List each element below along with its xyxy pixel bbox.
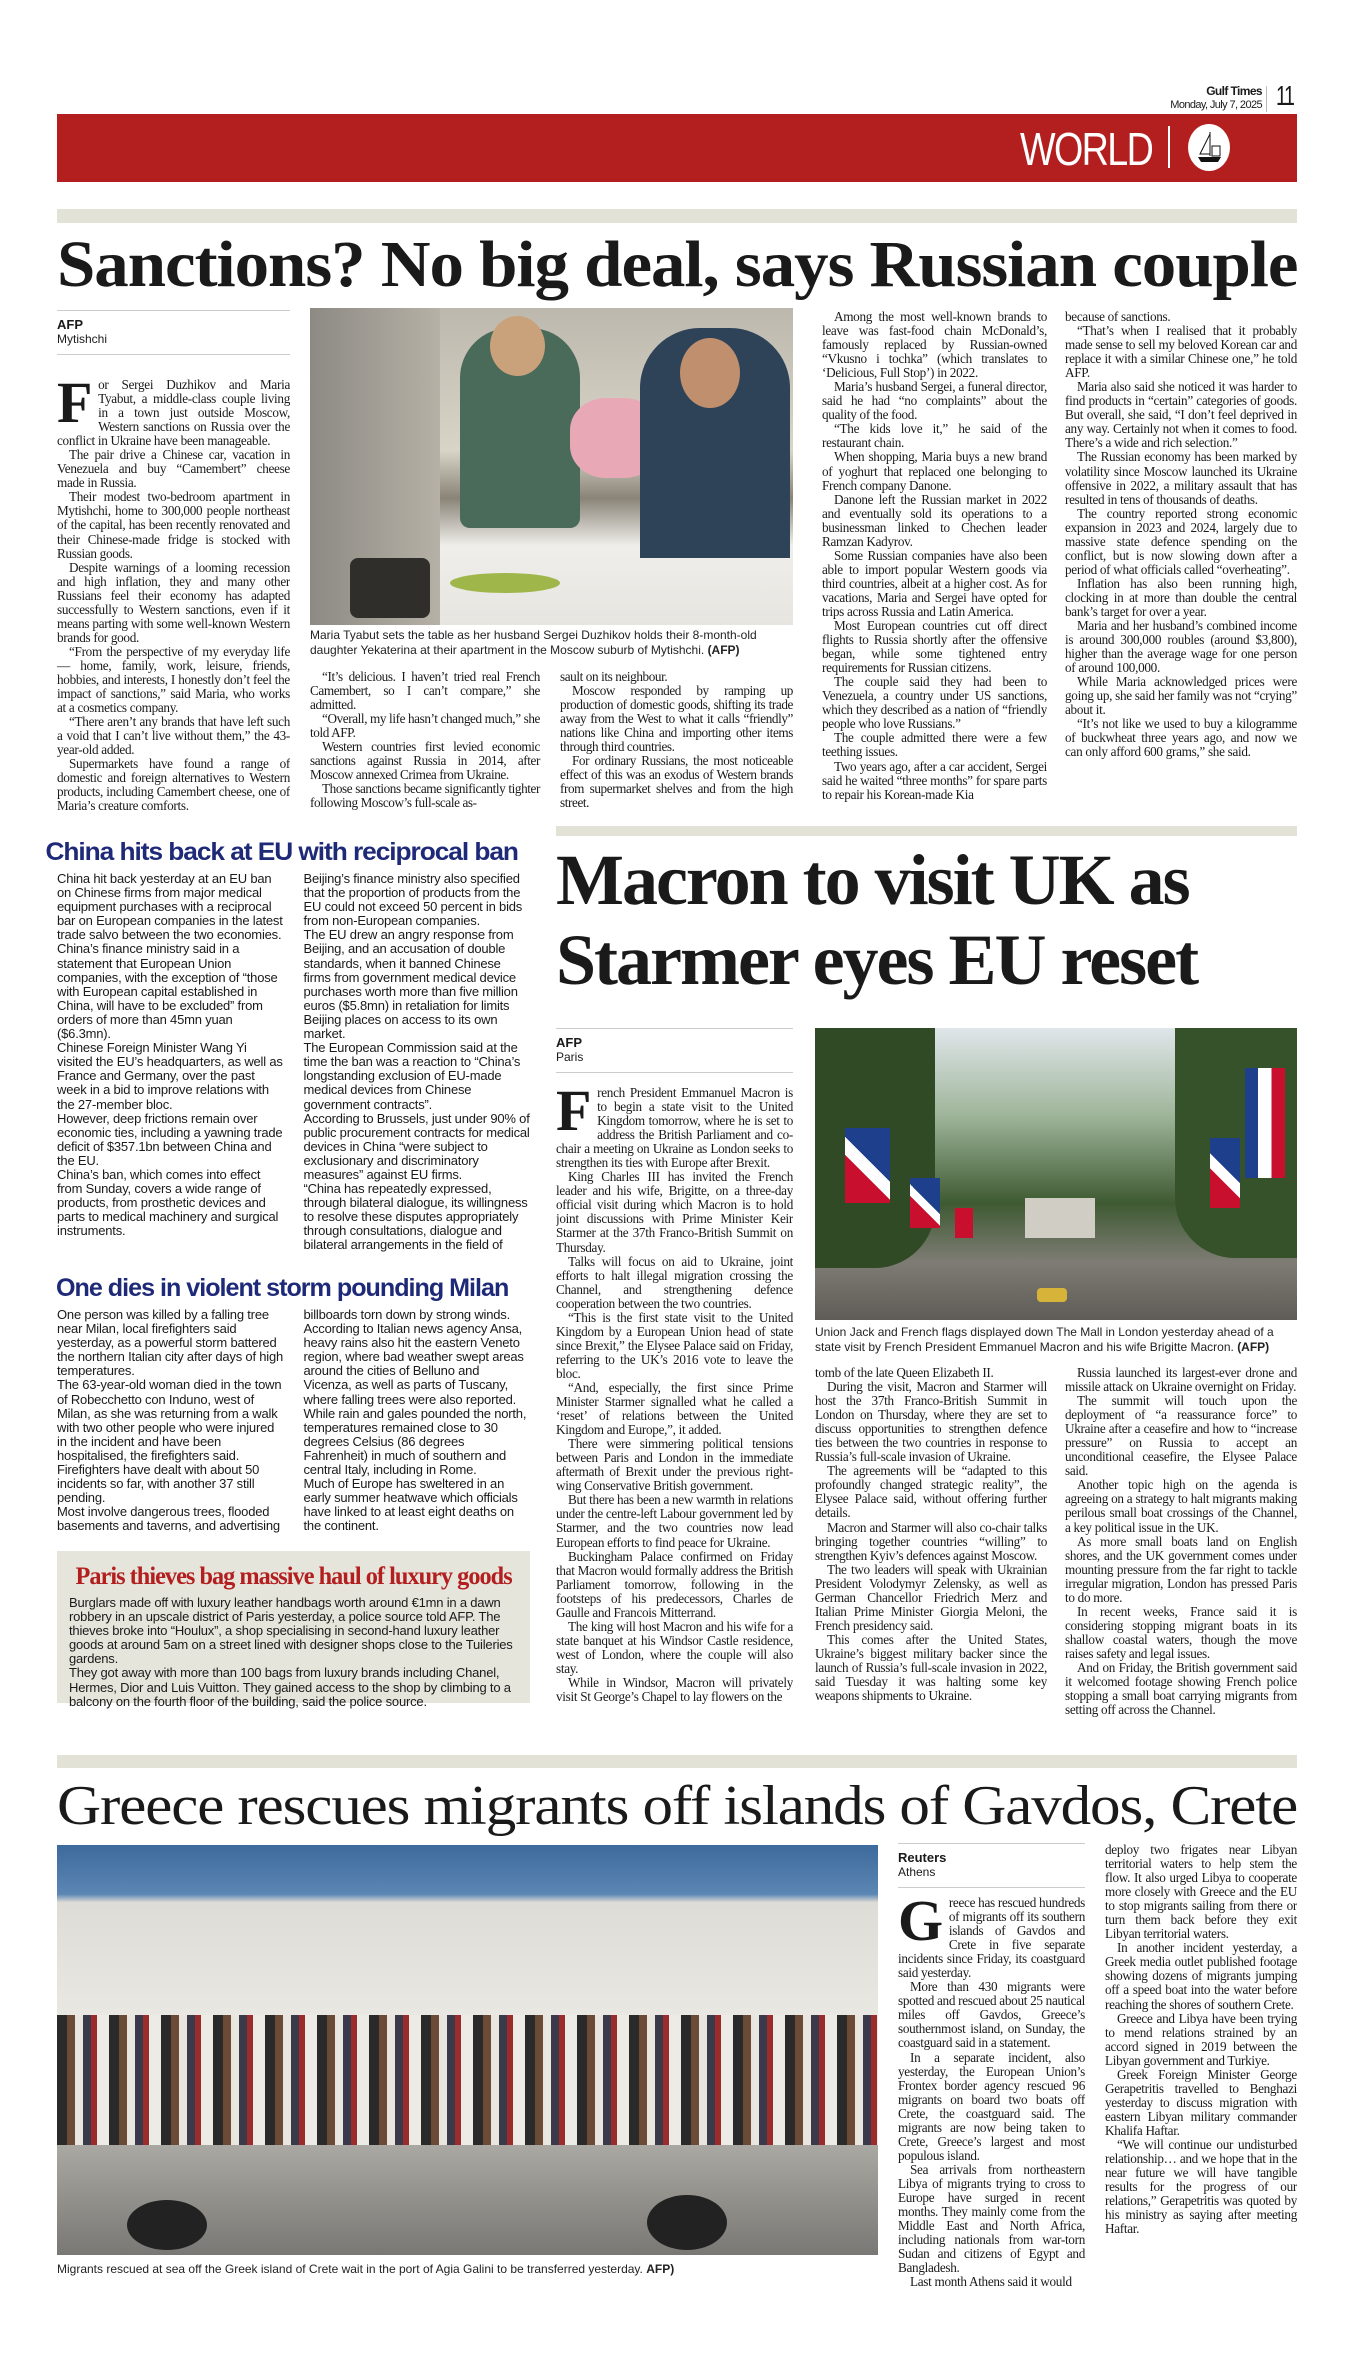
paragraph: Talks will focus on aid to Ukraine, joint efforts to halt illegal migration crossing the Channel, and strengthening defence cooperation between the two countries.	[556, 1253, 793, 1311]
photo-caption	[815, 1325, 1297, 1355]
brief-headline: One dies in violent storm pounding Milan	[55, 1274, 509, 1302]
article-column	[898, 1896, 1085, 2288]
paragraph: deploy two frigates near Libyan territorial waters to help stem the flow. It also urged Libya to cooperate more closely with Greece and the EU to stop migrants sailing from there or turn them back before they exit Libyan territorial waters.	[1105, 1843, 1297, 1942]
paragraph: “It’s delicious. I haven’t tried real French Camembert, so I can’t compare,” she admitted.	[310, 669, 540, 713]
paragraph: Greek Foreign Minister George Gerapetritis travelled to Benghazi yesterday to discuss migration with eastern Libyan military commander Khalifa Haftar.	[1105, 2066, 1297, 2138]
caption-text: Union Jack and French flags displayed down The Mall in London yesterday ahead of a state visit by French President Emmanuel Macron and his wife Brigitte Macron.	[815, 1325, 1274, 1354]
paragraph: But there has been a new warmth in relations under the centre-left Labour government led by Starmer, and the two countries now lead European efforts to find peace for Ukraine.	[556, 1492, 793, 1550]
paragraph: Those sanctions became significantly tighter following Moscow’s full-scale as-	[310, 781, 540, 811]
paragraph: Sea arrivals from northeastern Libya of migrants trying to cross to Europe have surged in recent months. They mainly come from the Middle East and North Africa, including nationals from war-torn Sudan and citizens of Egypt and Bangladesh.	[898, 2161, 1085, 2276]
brief-text	[57, 1308, 530, 1534]
photo-caption	[57, 2262, 878, 2277]
caption-text: Maria Tyabut sets the table as her husband Sergei Duzhikov holds their 8-month-old daughter Yekaterina at their apartment in the Moscow suburb of Mytishchi.	[310, 628, 757, 657]
paragraph: While in Windsor, Macron will privately visit St George’s Chapel to lay flowers on the	[556, 1674, 793, 1705]
paragraph: “And, especially, the first since Prime Minister Starmer signalled what he called a ‘reset’ of relations between the United Kingdom and Europe,”, it added.	[556, 1379, 793, 1438]
section-divider	[1168, 126, 1170, 168]
paragraph: In a separate incident, also yesterday, the European Union’s Frontex border agency rescued 96 migrants on board two boats off Crete, the coastguard said. The migrants are now being taken to Crete, Greece’s largest and most populous island.	[898, 2049, 1085, 2163]
article-column	[57, 378, 290, 836]
paragraph: In another incident yesterday, a Greek media outlet published footage showing dozens of migrants jumping off a speed boat into the water before reaching the shores of southern Crete.	[1105, 1940, 1297, 2012]
paragraph: The king will host Macron and his wife for a state banquet at his Windsor Castle residence, west of London, where the couple will also stay.	[556, 1618, 793, 1676]
paragraph: “It’s not like we used to buy a kilogramme of buckwheat three years ago, and now we can only afford 600 grams,” she said.	[1065, 716, 1297, 760]
paragraph: Most involve dangerous trees, flooded basements and taverns, and advertising billboards torn down by strong winds.	[57, 1308, 510, 1534]
paragraph: During the visit, Macron and Starmer will host the 37th Franco-British Summit in London on Thursday, where they are set to discuss opportunities to strengthen defence ties between the two countries in response to Russia’s full-scale invasion of Ukraine.	[815, 1379, 1047, 1465]
byline-dateline: Paris	[556, 1050, 584, 1064]
paragraph: Another topic high on the agenda is agreeing on a strategy to halt migrants making perilous small boat crossings of the Channel, a key political issue in the UK.	[1065, 1477, 1297, 1535]
paragraph: The pair drive a Chinese car, vacation in Venezuela and buy “Camembert” cheese made in Russia.	[57, 447, 290, 491]
paragraph: tomb of the late Queen Elizabeth II.	[815, 1366, 994, 1380]
byline-dateline: Mytishchi	[57, 332, 108, 346]
paragraph: Despite warnings of a looming recession and high inflation, they and many other Russians feel their economy has adapted successfully to Western sanctions, even if it means parting with some well-known Western brands for good.	[57, 559, 290, 645]
paragraph: China’s ban, which comes into effect from Sunday, covers a wide range of products, from prosthetic devices and parts to medical machinery and surgical instruments.	[57, 1166, 279, 1239]
paragraph: “There aren’t any brands that have left such a void that I can’t live without them,” the 43-year-old added.	[57, 714, 290, 758]
divider-strip	[57, 209, 1297, 223]
paragraph: Beijing’s finance ministry also specified that the proportion of products from the EU could not exceed 50 percent in bids from non-European companies.	[303, 872, 523, 929]
paragraph: Greece and Libya have been trying to mend relations strained by an accord signed in 2019 between the Libyan government and Turkiye.	[1105, 2010, 1297, 2068]
brief-text	[69, 1596, 519, 1709]
paragraph: According to Brussels, just under 90% of public procurement contracts for medical devices in China “were subject to exclusionary and discriminatory measures” against EU firms.	[303, 1110, 530, 1182]
paragraph: Much of Europe has sweltered in an early summer heatwave which officials have linked to at least eight deaths on the continent.	[303, 1476, 518, 1534]
paragraph: Moscow responded by ramping up production of domestic goods, shifting its trade away from the West to what it calls “friendly” nations like China and importing other items through third countries.	[560, 683, 793, 755]
article-photo	[57, 1845, 878, 2255]
paragraph: While Maria acknowledged prices were going up, she said her family was not “crying” about it.	[1065, 674, 1297, 718]
paragraph: Maria’s husband Sergei, a funeral director, said he had “no complaints” about the quality of the food.	[822, 379, 1047, 423]
paragraph: Chinese Foreign Minister Wang Yi visited the EU’s headquarters, as well as France and Germany, over the past week in a bid to improve relations with the 27-member bloc.	[57, 1040, 283, 1112]
paragraph: More than 430 migrants were spotted and rescued about 25 nautical miles off Gavdos, Greece’s southernmost island, on Sunday, the coastguard said in a statement.	[898, 1979, 1085, 2051]
paragraph: China hit back yesterday at an EU ban on Chinese firms from major medical equipment purchases with a reciprocal bar on European companies in the latest trade salvo between the two economies.	[57, 872, 283, 943]
paragraph: Supermarkets have found a range of domestic and foreign alternatives to Western products, including Camembert cheese, one of Maria’s creature comforts.	[57, 756, 290, 814]
paragraph: Two years ago, after a car accident, Sergei said he waited “three months” for spare parts to repair his Korean-made Kia	[822, 758, 1047, 802]
paragraph: King Charles III has invited the French leader and his wife, Brigitte, on a three-day official visit during which Macron is to hold joint discussions with Prime Minister Keir Starmer at the 37th Franco-British Summit on Thursday.	[556, 1169, 793, 1255]
paragraph: This comes after the United States, Ukraine’s biggest military backer since the launch of Russia’s full-scale invasion in 2022, said Tuesday it was halting some key weapons shipments to Ukraine.	[815, 1631, 1047, 1704]
paragraph: Firefighters have dealt with about 50 incidents so far, with another 37 still pending.	[57, 1462, 260, 1506]
paragraph: Last month Athens said it would	[910, 2274, 1072, 2288]
paragraph: Greece has rescued hundreds of migrants off its southern islands of Gavdos and Crete in five separate incidents since Friday, its coastguard said yesterday.	[898, 1896, 1085, 1981]
page-number: 11	[1276, 80, 1294, 111]
byline-dateline: Athens	[898, 1865, 936, 1879]
article-headline: Macron to visit UK as Starmer eyes EU reset	[556, 840, 1198, 1000]
paragraph: And on Friday, the British government said it welcomed footage showing French police stopping a small boat carrying migrants from setting off across the Channel.	[1065, 1659, 1297, 1718]
paragraph: For Sergei Duzhikov and Maria Tyabut, a middle-class couple living in a town just outside Moscow, Western sanctions on Russia over the conflict in Ukraine have been manageable.	[57, 378, 290, 449]
article-column	[1065, 310, 1297, 835]
byline	[898, 1843, 1085, 1888]
article-column	[815, 1366, 1047, 1736]
caption-credit: (AFP)	[1237, 1340, 1270, 1354]
paragraph: Danone left the Russian market in 2022 and eventually sold its operations to a businessman linked to Chechen leader Ramzan Kadyrov.	[822, 491, 1047, 549]
issue-date: Monday, July 7, 2025	[1170, 99, 1262, 111]
brief-headline: China hits back at EU with reciprocal ban	[45, 838, 518, 866]
article-column	[556, 1086, 793, 1750]
paragraph: Maria also said she noticed it was harder to find products in “certain” categories of goods. But overall, she said, “I don’t feel deprived in any way. Certainly not when it comes to food. There’s a wide and rich selection.”	[1065, 379, 1297, 451]
paragraph: Some Russian companies have also been able to import popular Western goods via third countries, albeit at a higher cost. As for vacations, Maria and Sergei have opted for trips across Russia and Latin America.	[822, 547, 1047, 619]
section-title: WORLD	[1020, 123, 1153, 175]
paragraph: While rain and gales pounded the north, temperatures remained close to 30 degrees Celsius (86 degrees Fahrenheit) in much of southern and central Italy, including in Rome.	[303, 1405, 527, 1478]
paragraph: French President Emmanuel Macron is to begin a state visit to the United Kingdom tomorrow, where he is set to address the British Parliament and co-chair a meeting on Ukraine as London seeks to strengthen its ties with Europe after Brexit.	[556, 1086, 793, 1171]
paragraph: Macron and Starmer will also co-chair talks bringing together countries “willing” to strengthen Kyiv’s defences against Moscow.	[815, 1519, 1047, 1563]
divider-strip	[57, 1755, 1297, 1768]
paragraph: Inflation has also been running high, clocking in at more than double the central bank’s target for over a year.	[1065, 575, 1297, 619]
article-column	[822, 310, 1047, 835]
byline-agency: Reuters	[898, 1850, 947, 1865]
byline	[556, 1028, 793, 1073]
paragraph: “That’s when I realised that it probably made sense to sell my beloved Korean car and replace it with a similar Chinese one,” he told AFP.	[1065, 323, 1297, 381]
paragraph: The EU drew an angry response from Beijing, and an accusation of double standards, when it banned Chinese firms from government medical device purchases worth more than five million euros ($5.8mn) in retaliation for limits Beijing places on access to its own market.	[303, 927, 518, 1042]
paragraph: The agreements will be “adapted to this profoundly changed strategic reality”, the Elysee Palace said, without offering further details.	[815, 1463, 1047, 1521]
brief-headline: Paris thieves bag massive haul of luxury goods	[75, 1563, 512, 1590]
paragraph: Among the most well-known brands to leave was fast-food chain McDonald’s, famously replaced by Russian-owned “Vkusno i tochka” (which translates to ‘Delicious, Full Stop’) in 2022.	[822, 310, 1047, 381]
paragraph: “From the perspective of my everyday life — home, family, work, leisure, friends, hobbies, and interests, I honestly don’t feel the impact of sanctions,” said Maria, who works at a cosmetics company.	[57, 643, 290, 716]
article-column	[560, 670, 793, 820]
caption-text: Migrants rescued at sea off the Greek island of Crete wait in the port of Agia Galini to be transferred yesterday.	[57, 2262, 643, 2276]
paragraph: The couple admitted there were a few teething issues.	[822, 730, 1047, 760]
article-photo	[310, 308, 793, 625]
paragraph: When shopping, Maria buys a new brand of yoghurt that replaced one belonging to French company Danone.	[822, 449, 1047, 493]
paragraph: The couple said they had been to Venezuela, a country under US sanctions, which they described as a nation of “friendly people who love Russians.”	[822, 674, 1047, 732]
dhow-boat-logo-icon	[1188, 124, 1230, 171]
article-headline: Greece rescues migrants off islands of Gavdos, Crete	[57, 1775, 1298, 1837]
paragraph: The 63-year-old woman died in the town of Robecchetto con Induno, west of Milan, as she was returning from a walk with two other people who were injured in the incident and have been hospitalised, the firefighters said.	[57, 1377, 282, 1463]
paragraph: Most European countries cut off direct flights to Russia shortly after the offensive began, while some tightened entry requirements for Russian citizens.	[822, 618, 1047, 676]
paragraph: “The kids love it,” he said of the restaurant chain.	[822, 421, 1047, 451]
paragraph: One person was killed by a falling tree near Milan, local firefighters said yesterday, as a powerful storm battered the northern Italian city after days of high temperatures.	[57, 1308, 284, 1379]
brief-text	[57, 872, 530, 1262]
byline	[57, 310, 290, 355]
paragraph: Western countries first levied economic sanctions against Russia in 2014, after Moscow annexed Crimea from Ukraine.	[310, 739, 540, 783]
byline-agency: AFP	[57, 317, 83, 332]
paragraph: “This is the first state visit to the United Kingdom by a European Union head of state since Brexit,” the Elysee Palace said on Friday, referring to the UK’s 2016 vote to leave the bloc.	[556, 1309, 793, 1381]
paragraph: The country reported strong economic expansion in 2023 and 2024, largely due to massive state defence spending on the conflict, but is now slowing down after a period of what officials called “overheating”.	[1065, 505, 1297, 577]
paragraph: As more small boats land on English shores, and the UK government comes under mounting pressure from the far right to tackle irregular migration, London has pressed Paris to do more.	[1065, 1533, 1297, 1605]
paragraph: However, deep frictions remain over economic ties, including a yawning trade deficit of $357.1bn between China and the EU.	[57, 1110, 283, 1168]
byline-agency: AFP	[556, 1035, 582, 1050]
paragraph: In recent weeks, France said it is considering stopping migrant boats in its shallow coastal waters, though the move raises safety and legal issues.	[1065, 1603, 1297, 1661]
article-column	[1105, 1843, 1297, 2288]
paragraph: Russia launched its largest-ever drone and missile attack on Ukraine overnight on Friday.	[1065, 1366, 1297, 1395]
caption-credit: (AFP)	[707, 643, 740, 657]
paragraph: Their modest two-bedroom apartment in Mytishchi, home to 300,000 people northeast of the capital, has been recently renovated and their Chinese-made fridge is stocked with Russian goods.	[57, 489, 290, 561]
paragraph: Buckingham Palace confirmed on Friday that Macron would formally address the British Parliament tomorrow, following in the footsteps of his predecessors, Charles de Gaulle and Francois Mitterrand.	[556, 1548, 793, 1620]
paragraph: The two leaders will speak with Ukrainian President Volodymyr Zelensky, as well as German Chancellor Friedrich Merz and Italian Prime Minister Giorgia Meloni, the French presidency said.	[815, 1561, 1047, 1633]
brief-box	[57, 1551, 530, 1709]
paragraph: because of sanctions.	[1065, 310, 1171, 324]
article-photo	[815, 1028, 1297, 1320]
newspaper-name: Gulf Times	[1206, 84, 1262, 98]
paragraph: China’s finance ministry said in a statement that European Union companies, with the exception of “those with European capital established in China, will have to be excluded” from orders of more than 45mn yuan ($6.3mn).	[57, 941, 278, 1042]
paragraph: Burglars made off with luxury leather handbags worth around €1mn in a dawn robbery in an upscale district of Paris yesterday, a police source told AFP. The thieves broke into “Houlux”, a shop specialising in second-hand luxury leather goods at around 5am on a street lined with designer shops close to the Tuileries gardens.	[69, 1595, 513, 1667]
paragraph: “We will continue our undisturbed relationship… and we hope that in the near future we will have tangible results for the progress of our relations,” Gerapetritis was quoted by his ministry as saying after meeting Haftar.	[1105, 2136, 1297, 2237]
paragraph: For ordinary Russians, the most noticeable effect of this was an exodus of Western brands from supermarket shelves and from the high street.	[560, 753, 793, 811]
paragraph: The European Commission said at the time the ban was a reaction to “China’s longstanding exclusion of EU-made medical devices from Chinese government contracts”.	[303, 1040, 521, 1112]
article-column	[310, 670, 540, 820]
paragraph: Maria and her husband’s combined income is around 300,000 roubles (around $3,800), higher than the average wage for one person of around 100,000.	[1065, 618, 1297, 676]
article-column	[1065, 1366, 1297, 1736]
divider-strip	[556, 826, 1297, 836]
paragraph: There were simmering political tensions between Paris and London in the immediate aftermath of Brexit under the previous right-wing Conservative British government.	[556, 1436, 793, 1494]
paragraph: According to Italian news agency Ansa, heavy rains also hit the eastern Veneto region, where bad weather swept areas around the cities of Belluno and Vicenza, as well as parts of Tuscany, where falling trees were also reported.	[303, 1321, 524, 1407]
paragraph: sault on its neighbour.	[560, 669, 668, 684]
photo-caption	[310, 628, 793, 658]
paragraph: They got away with more than 100 bags from luxury brands including Chanel, Hermes, Dior and Luis Vuitton. They gained access to the shop by climbing to a balcony on the fourth floor of the building, said the police source.	[69, 1665, 511, 1709]
masthead-divider	[1266, 86, 1267, 112]
article-headline: Sanctions? No big deal, says Russian couple	[57, 228, 1298, 301]
paragraph: The summit will touch upon the deployment of “a reassurance force” to Ukraine after a ceasefire and how to “increase pressure” on Russia to accept an unconditional ceasefire, the Elysee Palace said.	[1065, 1393, 1297, 1479]
caption-credit: AFP)	[646, 2262, 675, 2276]
paragraph: The Russian economy has been marked by volatility since Moscow launched its Ukraine offensive in 2022, a military assault that has resulted in tens of thousands of deaths.	[1065, 449, 1297, 507]
paragraph: “China has repeatedly expressed, through bilateral dialogue, its willingness to resolve these disputes appropriately through consultations, dialogue and bilateral arrangements in the field of	[303, 1181, 528, 1253]
paragraph: “Overall, my life hasn’t changed much,” she told AFP.	[310, 711, 540, 741]
